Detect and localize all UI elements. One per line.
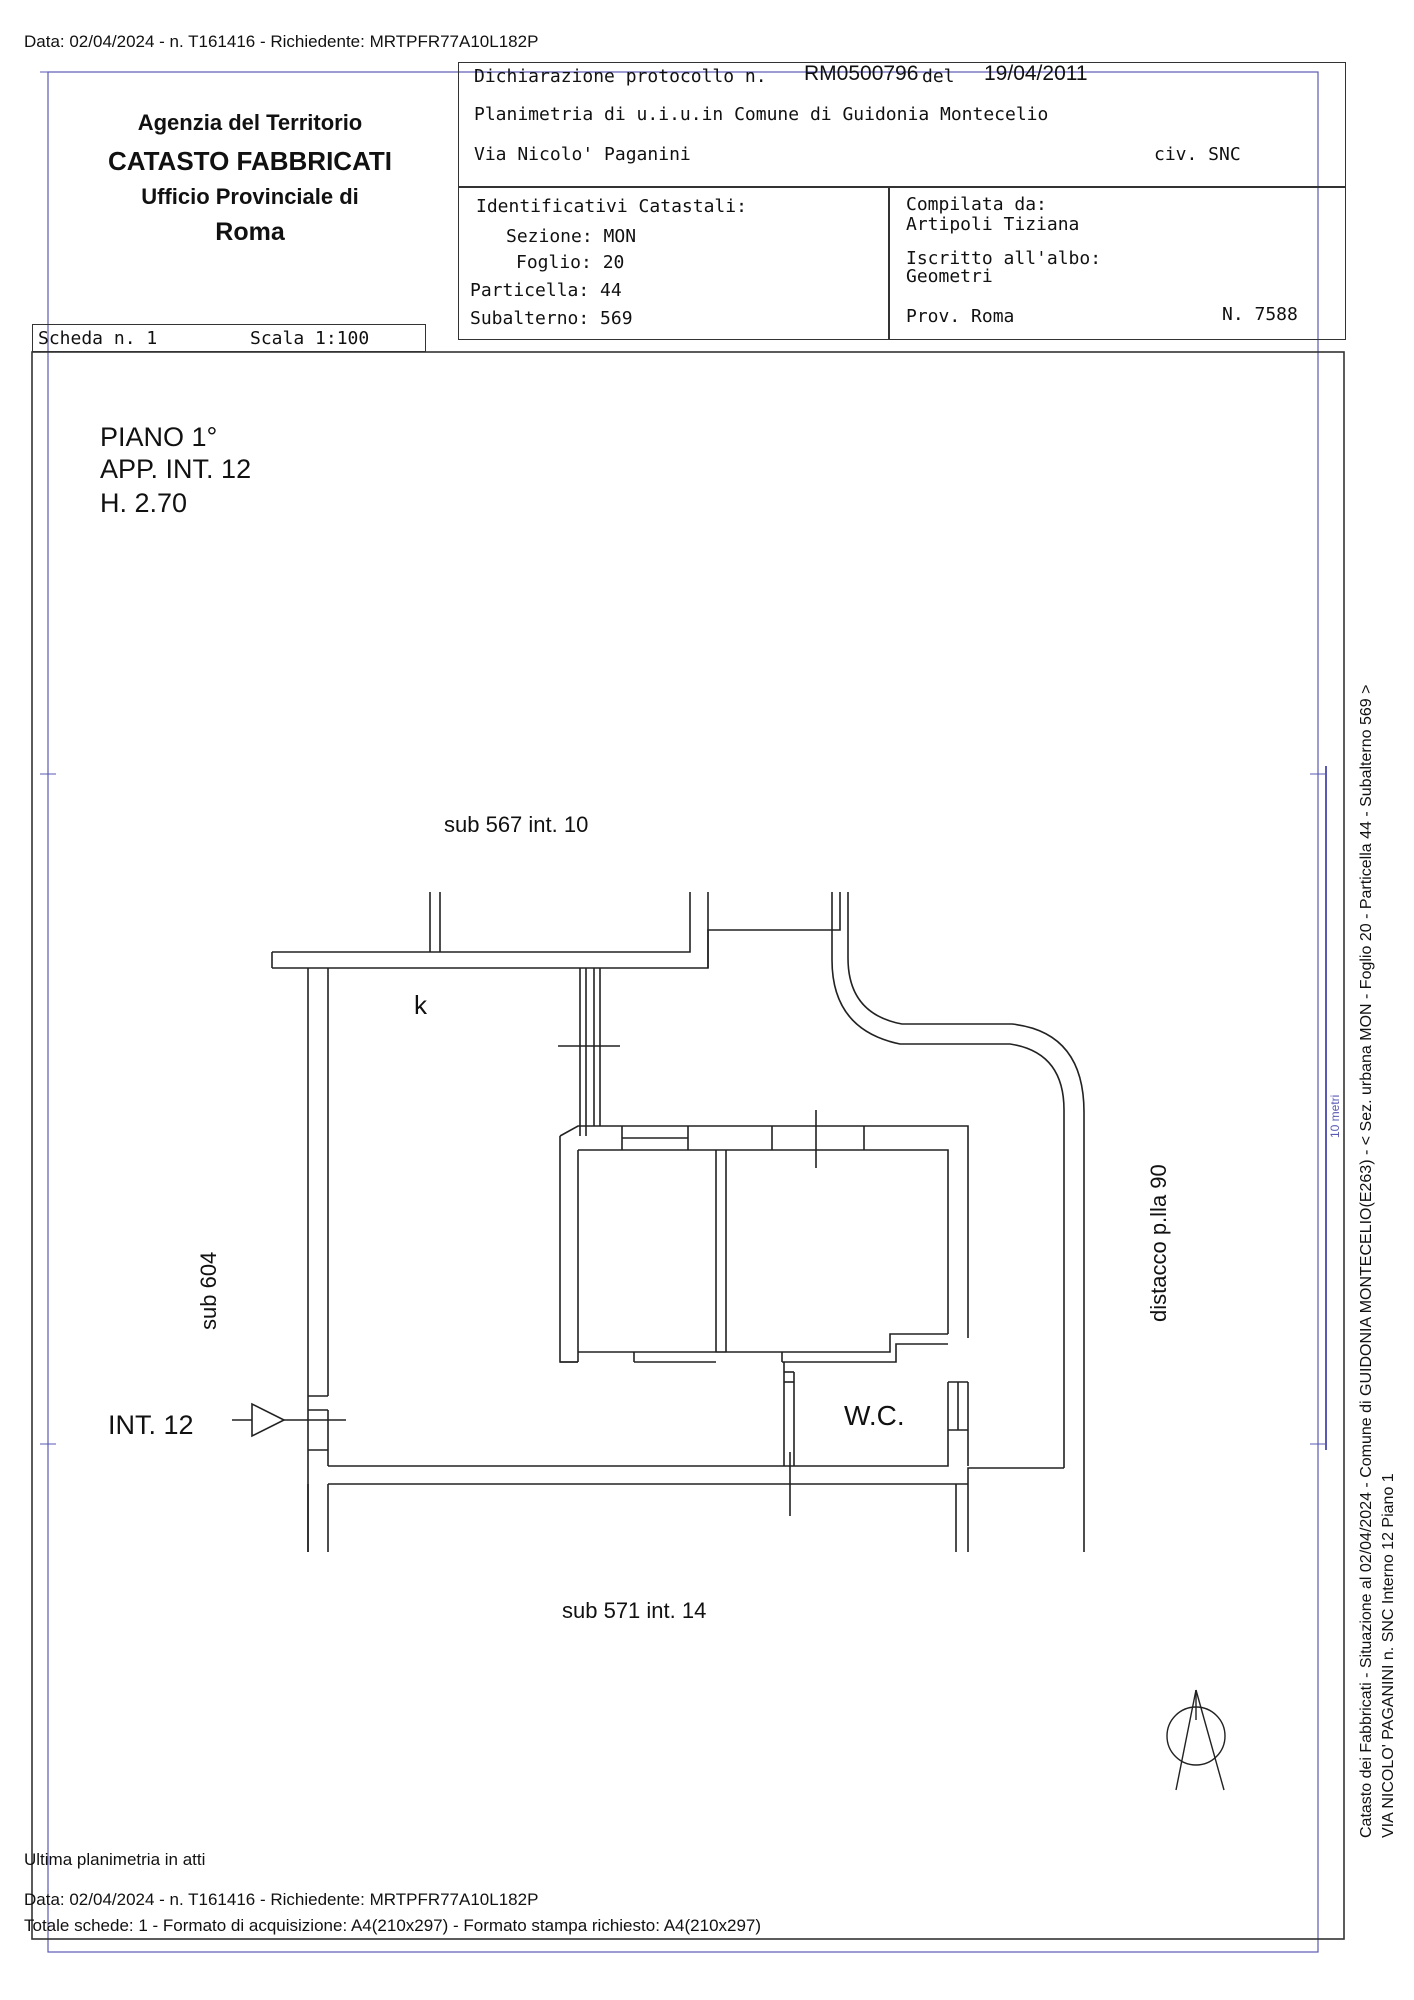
agency-name: Agenzia del Territorio xyxy=(137,110,363,135)
kitchen-label: k xyxy=(414,990,427,1020)
province: Prov. Roma xyxy=(906,306,1015,327)
planimetria-line: Planimetria di u.i.u.in Comune di Guidonia Montecelio xyxy=(474,104,1049,125)
particella: Particella: 44 xyxy=(470,280,622,301)
scale-bar-label: 10 metri xyxy=(1328,1094,1342,1138)
side-catasto-line: Catasto dei Fabbricati - Situazione al 02/04/2024 - Comune di GUIDONIA MONTECELIO(E263) - < Sez. urbana MON - Foglio 20 - Particella 44 - Subalterno 569 > xyxy=(1358,684,1375,1838)
catasto-title: CATASTO FABBRICATI xyxy=(107,146,393,176)
height-label: H. 2.70 xyxy=(100,488,188,518)
office-name: Ufficio Provinciale di xyxy=(141,184,359,209)
request-info-top: Data: 02/04/2024 - n. T161416 - Richiedente: MRTPFR77A10L182P xyxy=(24,32,539,51)
side-address-line: VIA NICOLO' PAGANINI n. SNC Interno 12 Piano 1 xyxy=(1380,1473,1397,1838)
foglio: Foglio: 20 xyxy=(516,252,625,273)
registration-number: N. 7588 xyxy=(1222,304,1298,325)
del-label: del xyxy=(922,66,955,87)
scheda-number: Scheda n. 1 xyxy=(38,328,158,349)
print-format-info: Totale schede: 1 - Formato di acquisizione: A4(210x297) - Formato stampa richiesto: A4(210x297) xyxy=(24,1916,762,1935)
subalterno: Subalterno: 569 xyxy=(470,308,633,329)
sezione: Sezione: MON xyxy=(506,226,637,247)
street: Via Nicolo' Paganini xyxy=(474,144,691,165)
office-city: Roma xyxy=(215,218,285,246)
apartment-label: APP. INT. 12 xyxy=(100,454,252,484)
scale: Scala 1:100 xyxy=(250,328,370,349)
neighbor-bottom: sub 571 int. 14 xyxy=(562,1598,707,1623)
compilata-title: Compilata da: xyxy=(906,194,1047,215)
neighbor-left: sub 604 xyxy=(196,1251,221,1330)
neighbor-top: sub 567 int. 10 xyxy=(444,812,589,837)
floor-label: PIANO 1° xyxy=(100,422,218,452)
compiler-name: Artipoli Tiziana xyxy=(906,214,1080,235)
protocol-date: 19/04/2011 xyxy=(984,62,1088,85)
identificativi-title: Identificativi Catastali: xyxy=(476,196,747,217)
entrance-label: INT. 12 xyxy=(108,1410,194,1440)
iscritto-label: Iscritto all'albo: xyxy=(906,248,1102,269)
ultima-planimetria: Ultima planimetria in atti xyxy=(24,1850,206,1869)
wc-label: W.C. xyxy=(844,1400,905,1431)
protocol-number: RM0500796 xyxy=(804,62,919,85)
request-info-bottom: Data: 02/04/2024 - n. T161416 - Richiedente: MRTPFR77A10L182P xyxy=(24,1890,539,1909)
civic-number: civ. SNC xyxy=(1154,144,1241,165)
albo: Geometri xyxy=(906,266,993,287)
distacco-label: distacco p.lla 90 xyxy=(1146,1164,1171,1322)
protocol-label: Dichiarazione protocollo n. xyxy=(474,66,767,87)
